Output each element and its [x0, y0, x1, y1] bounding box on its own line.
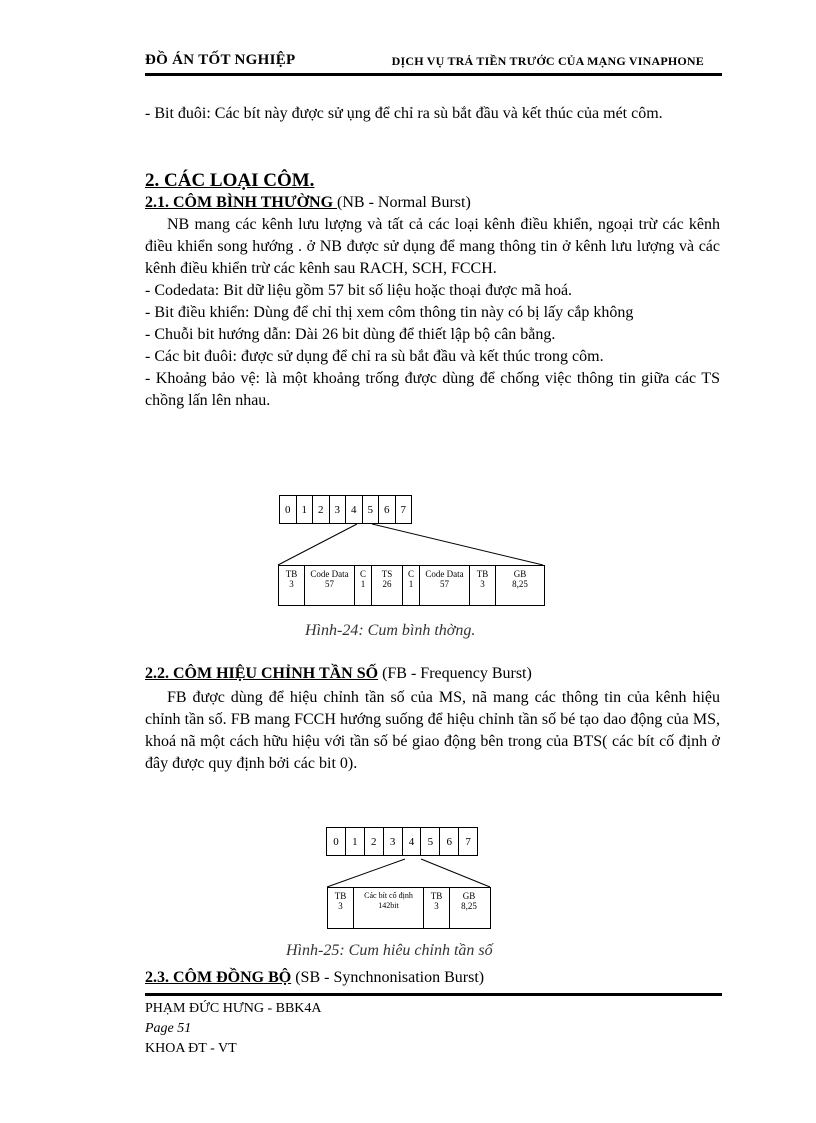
section-2-1-title: 2.1. CÔM BÌNH THƯỜNG — [145, 194, 338, 211]
figure-24-timeslots — [279, 495, 412, 524]
burst-field — [279, 566, 305, 605]
timeslot-cell: 6 — [440, 828, 459, 855]
field-bits: 3 — [480, 579, 485, 589]
section-2-3-subtitle: (SB - Synchnonisation Burst) — [291, 969, 485, 986]
section-2-2-paragraph: FB được dùng để hiệu chỉnh tần số của MS, nã mang các thông tin của kênh hiệu chỉnh tần số. FB mang FCCH hướng suống để hiệu chỉnh tần số bé tạo dao động của MS, khoá nã một cách hữu hiệu với tần số bé giao động bên trong của BTS( các bít cố định ở đây được quy định bởi các bit 0). — [145, 689, 720, 772]
burst-field — [496, 566, 544, 605]
timeslot-cell: 2 — [313, 496, 330, 523]
field-bits: 57 — [440, 579, 449, 589]
section-2-3-heading — [145, 969, 484, 987]
field-name: TB — [476, 569, 489, 579]
timeslot-cell: 4 — [403, 828, 422, 855]
figure-25-caption: Hình-25: Cum hiêu chỉnh tần số — [286, 942, 493, 959]
field-name: Các bít cố định — [364, 891, 413, 900]
timeslot-cell: 1 — [346, 828, 365, 855]
field-name: Code Data — [425, 569, 464, 579]
timeslot-cell: 7 — [465, 835, 471, 848]
header-right-title: DỊCH VỤ TRẢ TIỀN TRƯỚC CỦA MẠNG VINAPHONE — [391, 54, 704, 68]
timeslot-cell: 0 — [327, 828, 346, 855]
burst-field — [305, 566, 355, 605]
figure-24-normal-burst — [278, 565, 545, 606]
field-bits: 142bit — [378, 901, 399, 910]
section-2-2-body — [145, 687, 720, 775]
field-name: TB — [334, 891, 347, 901]
section-2-heading: 2. CÁC LOẠI CÔM. — [145, 170, 315, 191]
timeslot-cell: 1 — [297, 496, 314, 523]
field-bits: 8,25 — [461, 901, 477, 911]
header-left-title: ĐỒ ÁN TỐT NGHIỆP — [145, 52, 296, 68]
field-bits: 1 — [360, 579, 366, 589]
timeslot-cell: 2 — [365, 828, 384, 855]
burst-field — [470, 566, 496, 605]
section-2-1-paragraph: NB mang các kênh lưu lượng và tất cả các loại kênh điều khiển, ngoại trừ các kênh điều khiển song hướng . ở NB được sử dụng để mang thông tin ở kênh lưu lượng và các kênh điều khiển trừ các kênh sau RACH, SCH, FCCH. — [145, 216, 720, 277]
timeslot-cell: 6 — [379, 496, 396, 523]
footer-author: PHẠM ĐỨC HƯNG - BBK4A — [145, 1001, 322, 1016]
timeslot-cell: 4 — [346, 496, 363, 523]
intro-text: - Bit đuôi: Các bít này được sử ụng để chỉ ra sù bắt đầu và kết thúc của mét côm. — [145, 105, 663, 122]
field-name: TS — [381, 569, 393, 579]
timeslot-cell: 3 — [330, 496, 347, 523]
field-bits: 1 — [408, 579, 414, 589]
footer-divider — [145, 993, 722, 996]
field-name: GB — [513, 569, 527, 579]
section-2-1-subtitle: (NB - Normal Burst) — [337, 194, 471, 211]
bullet-item: - Khoảng bảo vệ: là một khoảng trống được dùng để chống việc thông tin giữa các TS chồng lấn lên nhau. — [145, 370, 720, 409]
figure-24-caption: Hình-24: Cum bình thờng. — [305, 622, 476, 639]
timeslot-cell: 7 — [400, 503, 406, 516]
field-name: GB — [462, 891, 476, 901]
field-bits: 26 — [382, 579, 392, 589]
field-name: C — [407, 569, 414, 579]
field-name: C — [359, 569, 366, 579]
footer-page-number: Page 51 — [145, 1021, 192, 1036]
section-2-3-title: 2.3. CÔM ĐỒNG BỘ — [145, 969, 292, 986]
section-2-2-subtitle: (FB - Frequency Burst) — [378, 665, 532, 682]
burst-field — [328, 888, 354, 928]
field-bits: 8,25 — [512, 579, 528, 589]
bullet-item: - Chuỗi bit hướng dẫn: Dài 26 bit dùng để thiết lập bộ cân bằng. — [145, 326, 556, 343]
burst-field — [450, 888, 488, 928]
burst-field — [355, 566, 372, 605]
burst-field — [354, 888, 424, 928]
field-bits: 3 — [434, 901, 439, 911]
figure-25-frequency-burst — [327, 887, 491, 929]
burst-field — [403, 566, 420, 605]
field-name: TB — [430, 891, 443, 901]
field-name: Code Data — [310, 569, 349, 579]
field-bits: 57 — [325, 579, 334, 589]
field-bits: 3 — [289, 579, 294, 589]
timeslot-cell: 5 — [421, 828, 440, 855]
burst-field — [372, 566, 403, 605]
section-2-2-heading — [145, 665, 532, 683]
bullet-item: - Codedata: Bit dữ liệu gồm 57 bit số liệu hoặc thoại được mã hoá. — [145, 282, 573, 299]
timeslot-cell: 3 — [384, 828, 403, 855]
timeslot-cell: 5 — [363, 496, 380, 523]
bullet-item: - Bit điều khiển: Dùng để chỉ thị xem côm thông tin này có bị lấy cắp không — [145, 304, 634, 321]
section-2-2-title: 2.2. CÔM HIỆU CHỈNH TẦN SỐ — [145, 665, 379, 682]
field-bits: 3 — [338, 901, 343, 911]
footer-department: KHOA ĐT - VT — [145, 1041, 237, 1056]
burst-field — [424, 888, 450, 928]
figure-25-timeslots — [326, 827, 478, 856]
timeslot-cell: 0 — [280, 496, 297, 523]
field-name: TB — [285, 569, 298, 579]
burst-field — [420, 566, 470, 605]
bullet-item: - Các bit đuôi: được sử dụng để chỉ ra sù bắt đầu và kết thúc trong côm. — [145, 348, 604, 365]
